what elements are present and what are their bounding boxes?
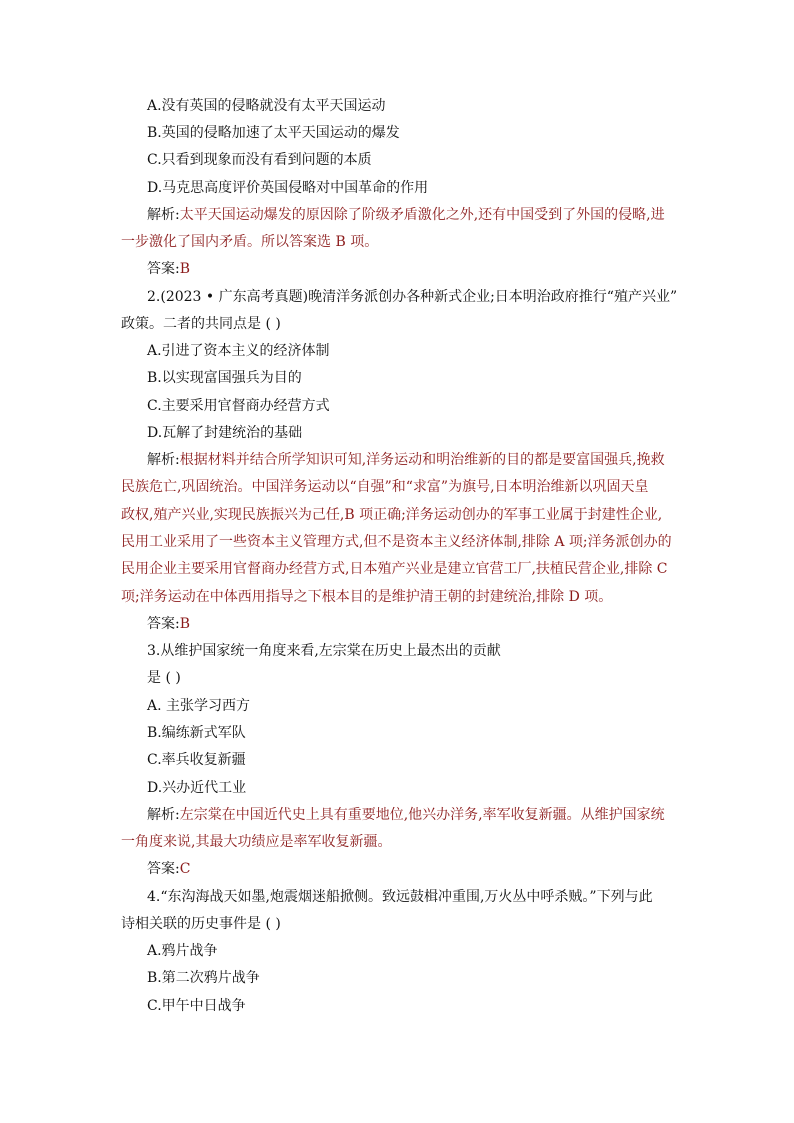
q2-stem-line-1: 2.(2023 • 广东高考真题)晚清洋务派创办各种新式企业;日本明治政府推行“殖产兴业” [147,289,678,305]
q1-analysis-line-2: 一步激化了国内矛盾。所以答案选 B 项。 [121,234,379,250]
q3-analysis-line-1 [147,805,665,825]
q4-stem-line-1: 4.“东沟海战天如墨,炮震烟迷船掀侧。致远鼓楫冲重围,万火丛中呼杀贼。”下列与此 [147,889,653,905]
q2-stem-line-2: 政策。二者的共同点是 ( ) [121,316,281,332]
q4-stem-line-2: 诗相关联的历史事件是 ( ) [121,916,281,932]
q2-analysis-line-1 [147,450,665,470]
q3-answer-label: 答案: [147,861,180,877]
q1-answer [147,259,190,279]
q2-analysis-text: 根据材料并结合所学知识可知,洋务运动和明治维新的目的都是要富国强兵,挽救 [179,452,665,468]
q1-analysis-label: 解析: [147,207,180,223]
q2-analysis-line-4: 民用工业采用了一些资本主义管理方式,但不是资本主义经济体制,排除 A 项;洋务派创办的 [121,534,672,550]
q2-answer-label: 答案: [147,616,180,632]
q4-option-c: C.甲午中日战争 [147,998,246,1014]
q3-analysis-text: 左宗棠在中国近代史上具有重要地位,他兴办洋务,率军收复新疆。从维护国家统 [179,807,665,823]
q3-option-a: A. 主张学习西方 [147,698,251,714]
q3-answer [147,859,190,879]
q2-answer-value: B [179,616,191,632]
q3-option-c: C.率兵收复新疆 [147,752,246,768]
q1-analysis-line-1 [147,205,665,225]
q1-option-d: D.马克思高度评价英国侵略对中国革命的作用 [147,180,429,196]
q3-analysis-label: 解析: [147,807,180,823]
q3-stem-line-2: 是 ( ) [147,670,181,686]
q2-analysis-label: 解析: [147,452,180,468]
q1-option-c: C.只看到现象而没有看到问题的本质 [147,152,372,168]
q1-answer-label: 答案: [147,261,180,277]
q2-analysis-line-5: 民用企业主要采用官督商办经营方式,日本殖产兴业是建立官营工厂,扶植民营企业,排除 C [121,561,668,577]
q1-analysis-text: 太平天国运动爆发的原因除了阶级矛盾激化之外,还有中国受到了外国的侵略,进 [179,207,665,223]
q2-answer [147,614,190,634]
q2-option-d: D.瓦解了封建统治的基础 [147,425,303,441]
q3-option-d: D.兴办近代工业 [147,780,247,796]
q1-answer-value: B [179,261,191,277]
q3-analysis-line-2: 一角度来说,其最大功绩应是率军收复新疆。 [121,834,392,850]
q3-stem-line-1: 3.从维护国家统一角度来看,左宗棠在历史上最杰出的贡献 [147,643,501,659]
q4-option-a: A.鸦片战争 [147,943,218,959]
q4-option-b: B.第二次鸦片战争 [147,970,260,986]
q2-option-c: C.主要采用官督商办经营方式 [147,398,330,414]
q2-option-b: B.以实现富国强兵为目的 [147,370,302,386]
q1-option-a: A.没有英国的侵略就没有太平天国运动 [147,98,386,114]
q2-analysis-line-3: 政权,殖产兴业,实现民族振兴为己任,B 项正确;洋务运动创办的军事工业属于封建性企业, [121,507,663,523]
q2-option-a: A.引进了资本主义的经济体制 [147,343,330,359]
q3-option-b: B.编练新式军队 [147,725,246,741]
q3-answer-value: C [179,861,191,877]
q1-option-b: B.英国的侵略加速了太平天国运动的爆发 [147,125,400,141]
q2-analysis-line-6: 项;洋务运动在中体西用指导之下根本目的是维护清王朝的封建统治,排除 D 项。 [121,589,613,605]
q2-analysis-line-2: 民族危亡,巩固统治。中国洋务运动以“自强”和“求富”为旗号,日本明治维新以巩固天皇 [121,479,649,495]
